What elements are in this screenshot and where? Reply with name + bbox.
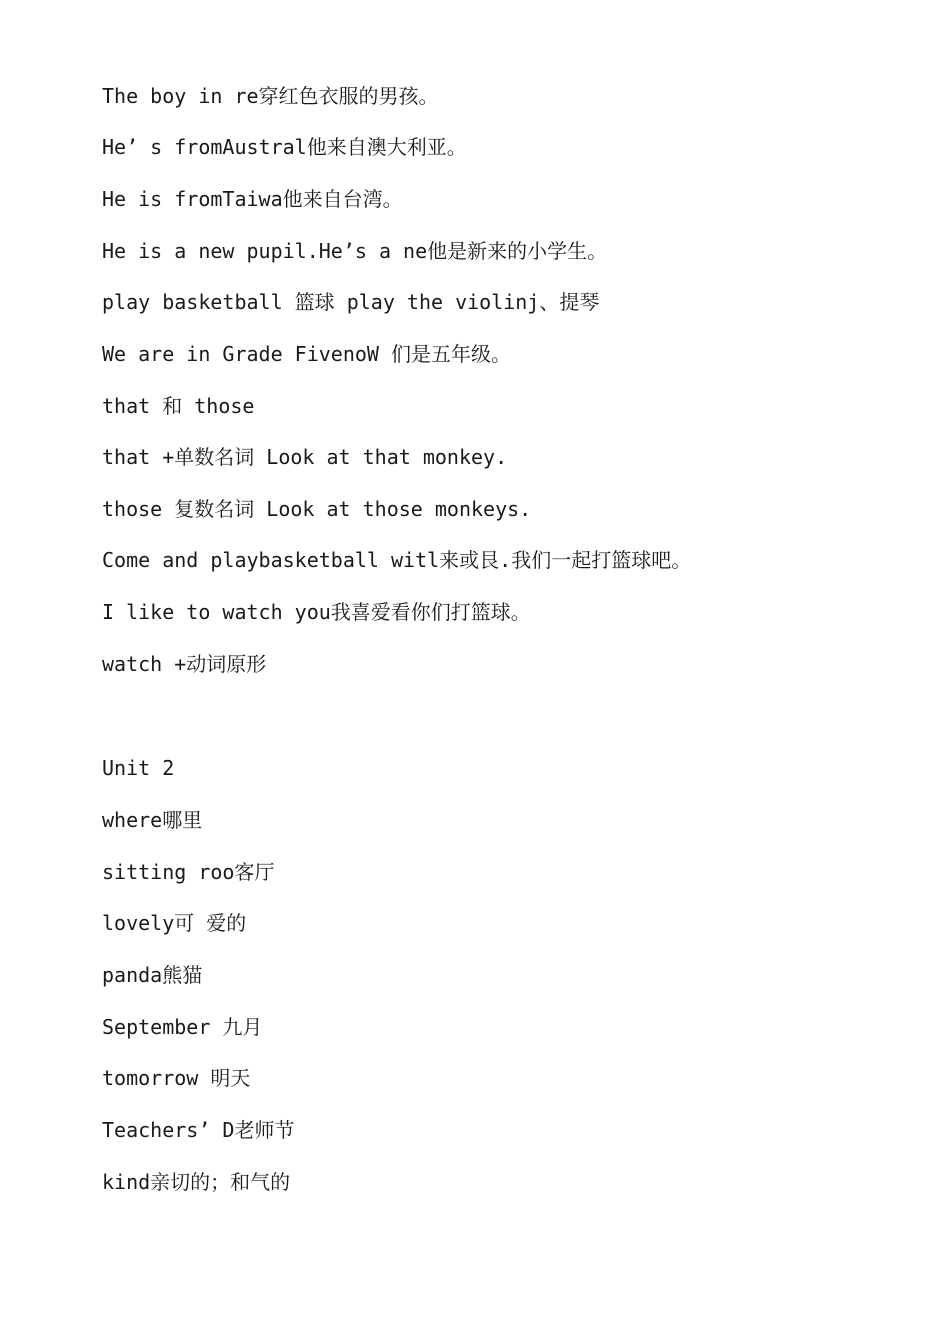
- text-line: He is a new pupil.He’s a ne他是新来的小学生。: [102, 239, 608, 263]
- vocab-line: sitting roo客厅: [102, 860, 275, 884]
- text-line: He’ s fromAustral他来自澳大利亚。: [102, 135, 467, 159]
- text-line: The boy in re穿红色衣服的男孩。: [102, 84, 439, 108]
- vocab-line: tomorrow 明天: [102, 1066, 251, 1090]
- text-line: play basketball 篮球 play the violinj、提琴: [102, 290, 600, 314]
- text-line: that +单数名词 Look at that monkey.: [102, 445, 508, 469]
- text-line: Come and playbasketball witl来或艮.我们一起打篮球吧。: [102, 548, 692, 572]
- vocab-line: kind亲切的；和气的: [102, 1170, 291, 1194]
- text-line: I like to watch you我喜爱看你们打篮球。: [102, 600, 531, 624]
- vocab-line: where哪里: [102, 808, 203, 832]
- vocab-line: panda熊猫: [102, 963, 203, 987]
- text-line: those 复数名词 Look at those monkeys.: [102, 497, 532, 521]
- text-line: He is fromTaiwa他来自台湾。: [102, 187, 403, 211]
- vocab-line: lovely可 爱的: [102, 911, 247, 935]
- section-heading: Unit 2: [102, 756, 175, 780]
- text-line: that 和 those: [102, 394, 255, 418]
- text-line: watch +动词原形: [102, 652, 267, 676]
- vocab-line: September 九月: [102, 1015, 263, 1039]
- vocab-line: Teachers’ D老师节: [102, 1118, 295, 1142]
- text-line: We are in Grade FivenoW 们是五年级。: [102, 342, 511, 366]
